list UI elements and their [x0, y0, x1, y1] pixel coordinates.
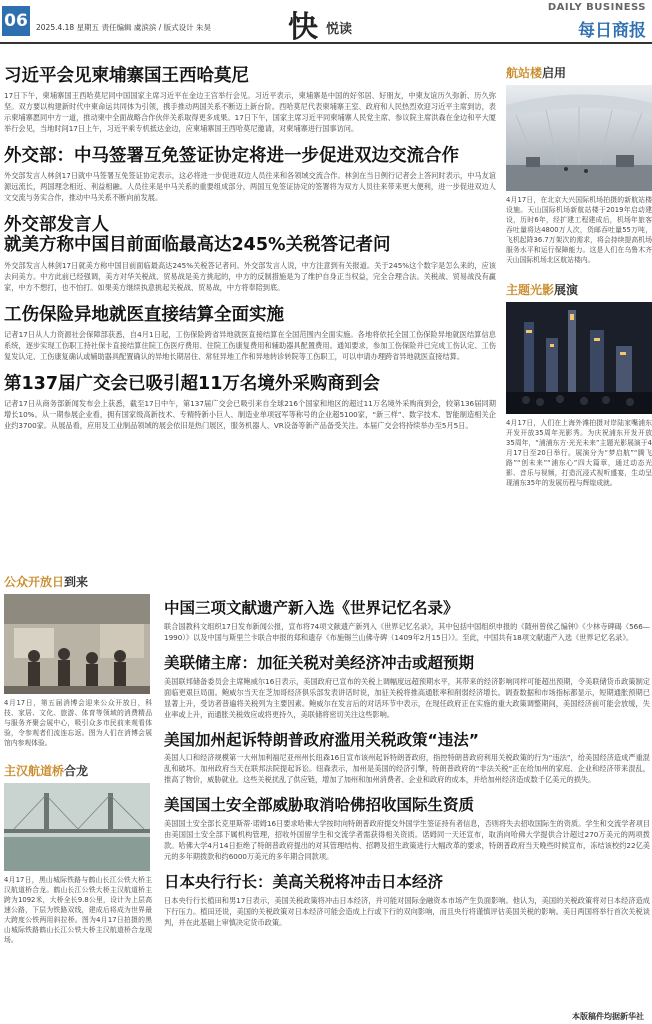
article-body: 记者17日从商务部新闻发布会上获悉，截至17日中午，第137届广交会已吸引来自全球216个国家和地区的超过11万名境外采购商到会，较第136届同期增长10%。从一期参展企业看，拥有国家级高新技术、专精特新小巨人、制造业单项冠军等称号的企业超5100家，“新三样”、数字技术、智能制造相关企业约3700家。从展品看，应用及工业制品领域的展会依旧是热门展区，服务机器人、VR设备等新产品备受关注。本届广交会将持续举办至5月5日。 — [4, 398, 496, 430]
article-title: 外交部：中马签署互免签证协定将进一步促进双边交流合作 — [4, 146, 459, 167]
photo-title-lightshow: 主题光影展演 — [506, 283, 579, 297]
article-body: 日本央行行长植田和男17日表示，美国关税政策将冲击日本经济，并可能对国际金融资本市场产生负面影响。他认为，美国的关税政策将对日本经济造成下行压力。植田还说，美国的关税政策对日本经济可能会造成上行或下行的双向影响，而且央行将谨慎评估美国关税的影响。美日两国将举行首次关税谈判，并在此基础上审慎决定货币政策。 — [164, 896, 650, 928]
source-credit: 本版稿件均据新华社 — [572, 1012, 644, 1021]
article-visa-agreement — [0, 146, 500, 203]
photo-caption-open-day: 4月17日，第五届消博会迎来公众开放日，科技、家居、文化、旅游、体育等领域的消费精品与服务齐聚会展中心，吸引众多市民前来观看体验，令参观者们流连忘返。图为人们在消博会展馆内参观体验。 — [4, 699, 152, 747]
main-articles — [0, 48, 500, 563]
article-title: 美国加州起诉特朗普政府滥用关税政策“违法” — [164, 730, 479, 749]
photo-title-terminal: 航站楼启用 — [506, 66, 567, 80]
date-editor-line: 2025.4.18 星期五 责任编辑 虞滨滨 / 版式设计 朱昊 — [36, 23, 212, 32]
open-day-photo-image — [4, 594, 150, 694]
section-logo-big: 快 — [288, 10, 318, 45]
article-body: 联合国教科文组织17日发布新闻公报，宣布将74项文献遗产新列入《世界记忆名录》，其中包括中国组织申报的《随州曾侯乙编钟》《少林寺碑碣（566—1990）》以及中国与斯里兰卡联合申报的郑和遗存《布施锡兰山佛寺碑（1409年2月15日）》。至此，中国共有18项文献遗产入选《世界记忆名录》。 — [164, 621, 650, 642]
article-work-injury — [0, 305, 500, 362]
terminal-photo-image — [506, 85, 652, 191]
page-number: 06 — [2, 6, 30, 36]
article-body: 外交部发言人林剑17日就美方称中国目前面临最高达245%关税答记者问。外交部发言人说，中方注意到有关报道。关于245%这个数字是怎么来的，应该去问美方。中方此前已经强调，美方对华关税战、贸易战是美方挑起的，中方的反制措施是为了维护自身正当权益，完全合理合法。关税战、贸易战没有赢家，中方不想打，也不怕打。如果美方继续执意挑起关税战、贸易战，中方将奉陪到底。 — [4, 260, 496, 292]
lightshow-photo-image — [506, 302, 652, 414]
article-body: 外交部发言人林剑17日就中马签署互免签证协定表示，这必将进一步促进双边人员往来和各领域交流合作。林剑在当日例行记者会上答问时表示，中马友谊源远流长，两国理念相近、利益相融。人员往来是中马关系的重要组成部分，两国互免签证协定的签署将为双方人员往来带来更大便利，进一步促进双边人文交流与务实合作，推动中马关系不断向前发展。 — [4, 171, 496, 203]
photo-caption-bridge: 4月17日，黑山城际铁路与鹤山长江公铁大桥主汉航道桥合龙。鹤山长江公铁大桥主汉航道桥主跨为1092米，大桥全长9.8公里，设计为上层高速公路，下层为铁路双线，建成后将成为世界最大跨度公铁两用斜拉桥。图为4月17日拍摄的黑山城际铁路鹤山长江公铁大桥主汉航道桥合龙现场。 — [4, 876, 152, 944]
terminal-photo — [506, 85, 652, 191]
article-body: 美国联邦储备委员会主席鲍威尔16日表示，美国政府已宣布的关税上调幅度远超预期水平，其带来的经济影响同样可能超出预期，令美联储货币政策制定面临更艰巨局面。鲍威尔当天在芝加哥经济俱乐部发表讲话时说，加征关税将推高通胀率和削弱经济增长。调查数据和市场指标都显示，短期通胀预期已显著上升，受访者普遍将关税列为主要因素。鲍威尔在发言后的对话环节中表示，在现任政府正在实施的重大政策调整期间，美国经济前可能会放缓，失业率或上升，而通胀关税效应或将更持久，美联储将密切关注这些影响。 — [164, 676, 650, 719]
article-canton-fair — [0, 374, 500, 431]
photo-title-open-day: 公众开放日到来 — [4, 575, 89, 589]
article-body: 美国人口和经济规模第一大州加利福尼亚州州长纽森16日宣布该州起诉特朗普政府，指控特朗普政府利用关税政策的行为“违法”，给美国经济造成严重混乱和破坏。加州政府当天在联邦法院提起诉讼。纽森表示，加州是美国的经济引擎，特朗普政府的“非法关税”正在给加州的家庭、企业和经济带来混乱，推高了物价，威胁就业。这些关税扰乱了供应链，增加了加州和加州消费者、企业和政府的成本，并给加州经济造成数千亿美元的损失。 — [164, 753, 650, 785]
bridge-photo — [4, 783, 150, 871]
article-body: 美国国土安全部长克里斯蒂·诺姆16日要求哈佛大学按时向特朗普政府提交外国学生签证持有者信息，否则将失去招收国际生的资质。学生和交流学者项目由美国国土安全部下属机构管理，招收外国留学生和交流学者需获得相关资质。诺姆同一天还宣布，取消向哈佛大学提供合计超过270万美元的两项拨款。哈佛大学4月14日拒绝了特朗普政府提出的对其管理结构、招聘及招生政策进行大幅改革的要求，特朗普政府当天晚些时候宣布，冻结该校约22亿美元的多年期拨款和约6000万美元的多年期合同款项。 — [164, 819, 650, 862]
masthead-english: DAILY BUSINESS — [547, 2, 646, 13]
article-title: 外交部发言人 就美方称中国目前面临最高达245%关税答记者问 — [4, 215, 391, 256]
article-title: 工伤保险异地就医直接结算全面实施 — [4, 304, 284, 325]
article-title: 习近平会见柬埔寨国王西哈莫尼 — [4, 66, 249, 86]
lightshow-photo — [506, 302, 652, 414]
photo-title-bridge: 主汉航道桥合龙 — [4, 764, 89, 778]
article-title: 日本央行行长：美高关税将冲击日本经济 — [164, 873, 444, 892]
right-sidebar — [506, 64, 652, 564]
photo-caption-lightshow: 4月17日，人们在上海外滩拍摄对岸陆家嘴浦东开发开放35周年光影秀。为庆祝浦东开发开放35周年，“浦浦东方·光光未来”主题光影展演于4月17日至20日举行。展演分为“梦启航”“腾飞路”“创未来”“浦东心”四大篇章，通过动态光影、音乐与视频，打造沉浸式视听盛宴，生动呈现浦东35年的发展历程与辉煌成就。 — [506, 419, 652, 487]
article-body: 17日下午，柬埔寨国王西哈莫尼同中国国家主席习近平在金边王宫举行会见。习近平表示，柬埔寨是中国的好邻居、好朋友，中柬友谊历久弥新、历久弥坚。双方要以构建新时代中柬命运共同体为引领，携手推动两国关系不断迈上新台阶。西哈莫尼代表柬埔寨王室、政府和人民热烈欢迎习近平主席到访，表示柬埔寨愿同中方一道，推动柬中全面战略合作伙伴关系取得更多成果。17日下午，国家主席习近平同柬埔寨人民党主席、参议院主席洪森在金边和平大厦举行会见，当地时间17日上午，习近平乘专机抵达金边，应柬埔寨国王西哈莫尼邀请，对柬埔寨进行国事访问。 — [4, 91, 496, 134]
article-body: 记者17日从人力资源社会保障部获悉，自4月1日起，工伤保险跨省异地就医直接结算在全国范围内全面实施。各地将依托全国工伤保险异地就医结算信息系统，逐步实现工伤职工持社保卡直接结算住院工伤医疗费用、住院工伤康复费用和辅助器具配置费用。通知要求，参加工伤保险并已完成工伤认定、工伤复发认定、工伤康复确认或辅助器具配置确认的异地长期居住、常驻异地工作和异地转诊转院等工伤职工，可以申请办理跨省异地就医直接结算。 — [4, 329, 496, 361]
article-title: 中国三项文献遗产新入选《世界记忆名录》 — [164, 600, 459, 617]
page-header — [0, 0, 652, 44]
article-title: 美国国土安全部威胁取消哈佛招收国际生资质 — [164, 796, 475, 815]
article-title: 第137届广交会已吸引超11万名境外采购商到会 — [4, 373, 380, 394]
masthead-chinese: 每日商报 — [578, 21, 646, 41]
photo-caption-terminal: 4月17日，在北京大兴国际机场拍摄的新航站楼设施。天山国际机场新航站楼于2019年启动建设，历时6年，经扩建工程建成后，机场年旅客吞吐量将达4800万人次，货邮吞吐量55万吨，飞机起降36.7万架次的需求，将会持续提高机场服务水平和运行保障能力。这是人们在乌鲁木齐天山国际机场北区航站楼内。 — [506, 196, 652, 264]
lower-articles — [164, 600, 650, 1015]
section-logo-small: 悦读 — [326, 22, 353, 37]
article-xi-sihamoni — [0, 66, 500, 134]
article-tariff-245 — [0, 215, 500, 292]
open-day-photo — [4, 594, 150, 694]
article-title: 美联储主席：加征关税对美经济冲击或超预期 — [164, 653, 475, 672]
left-photo-column — [4, 573, 152, 1018]
bridge-photo-image — [4, 783, 150, 871]
